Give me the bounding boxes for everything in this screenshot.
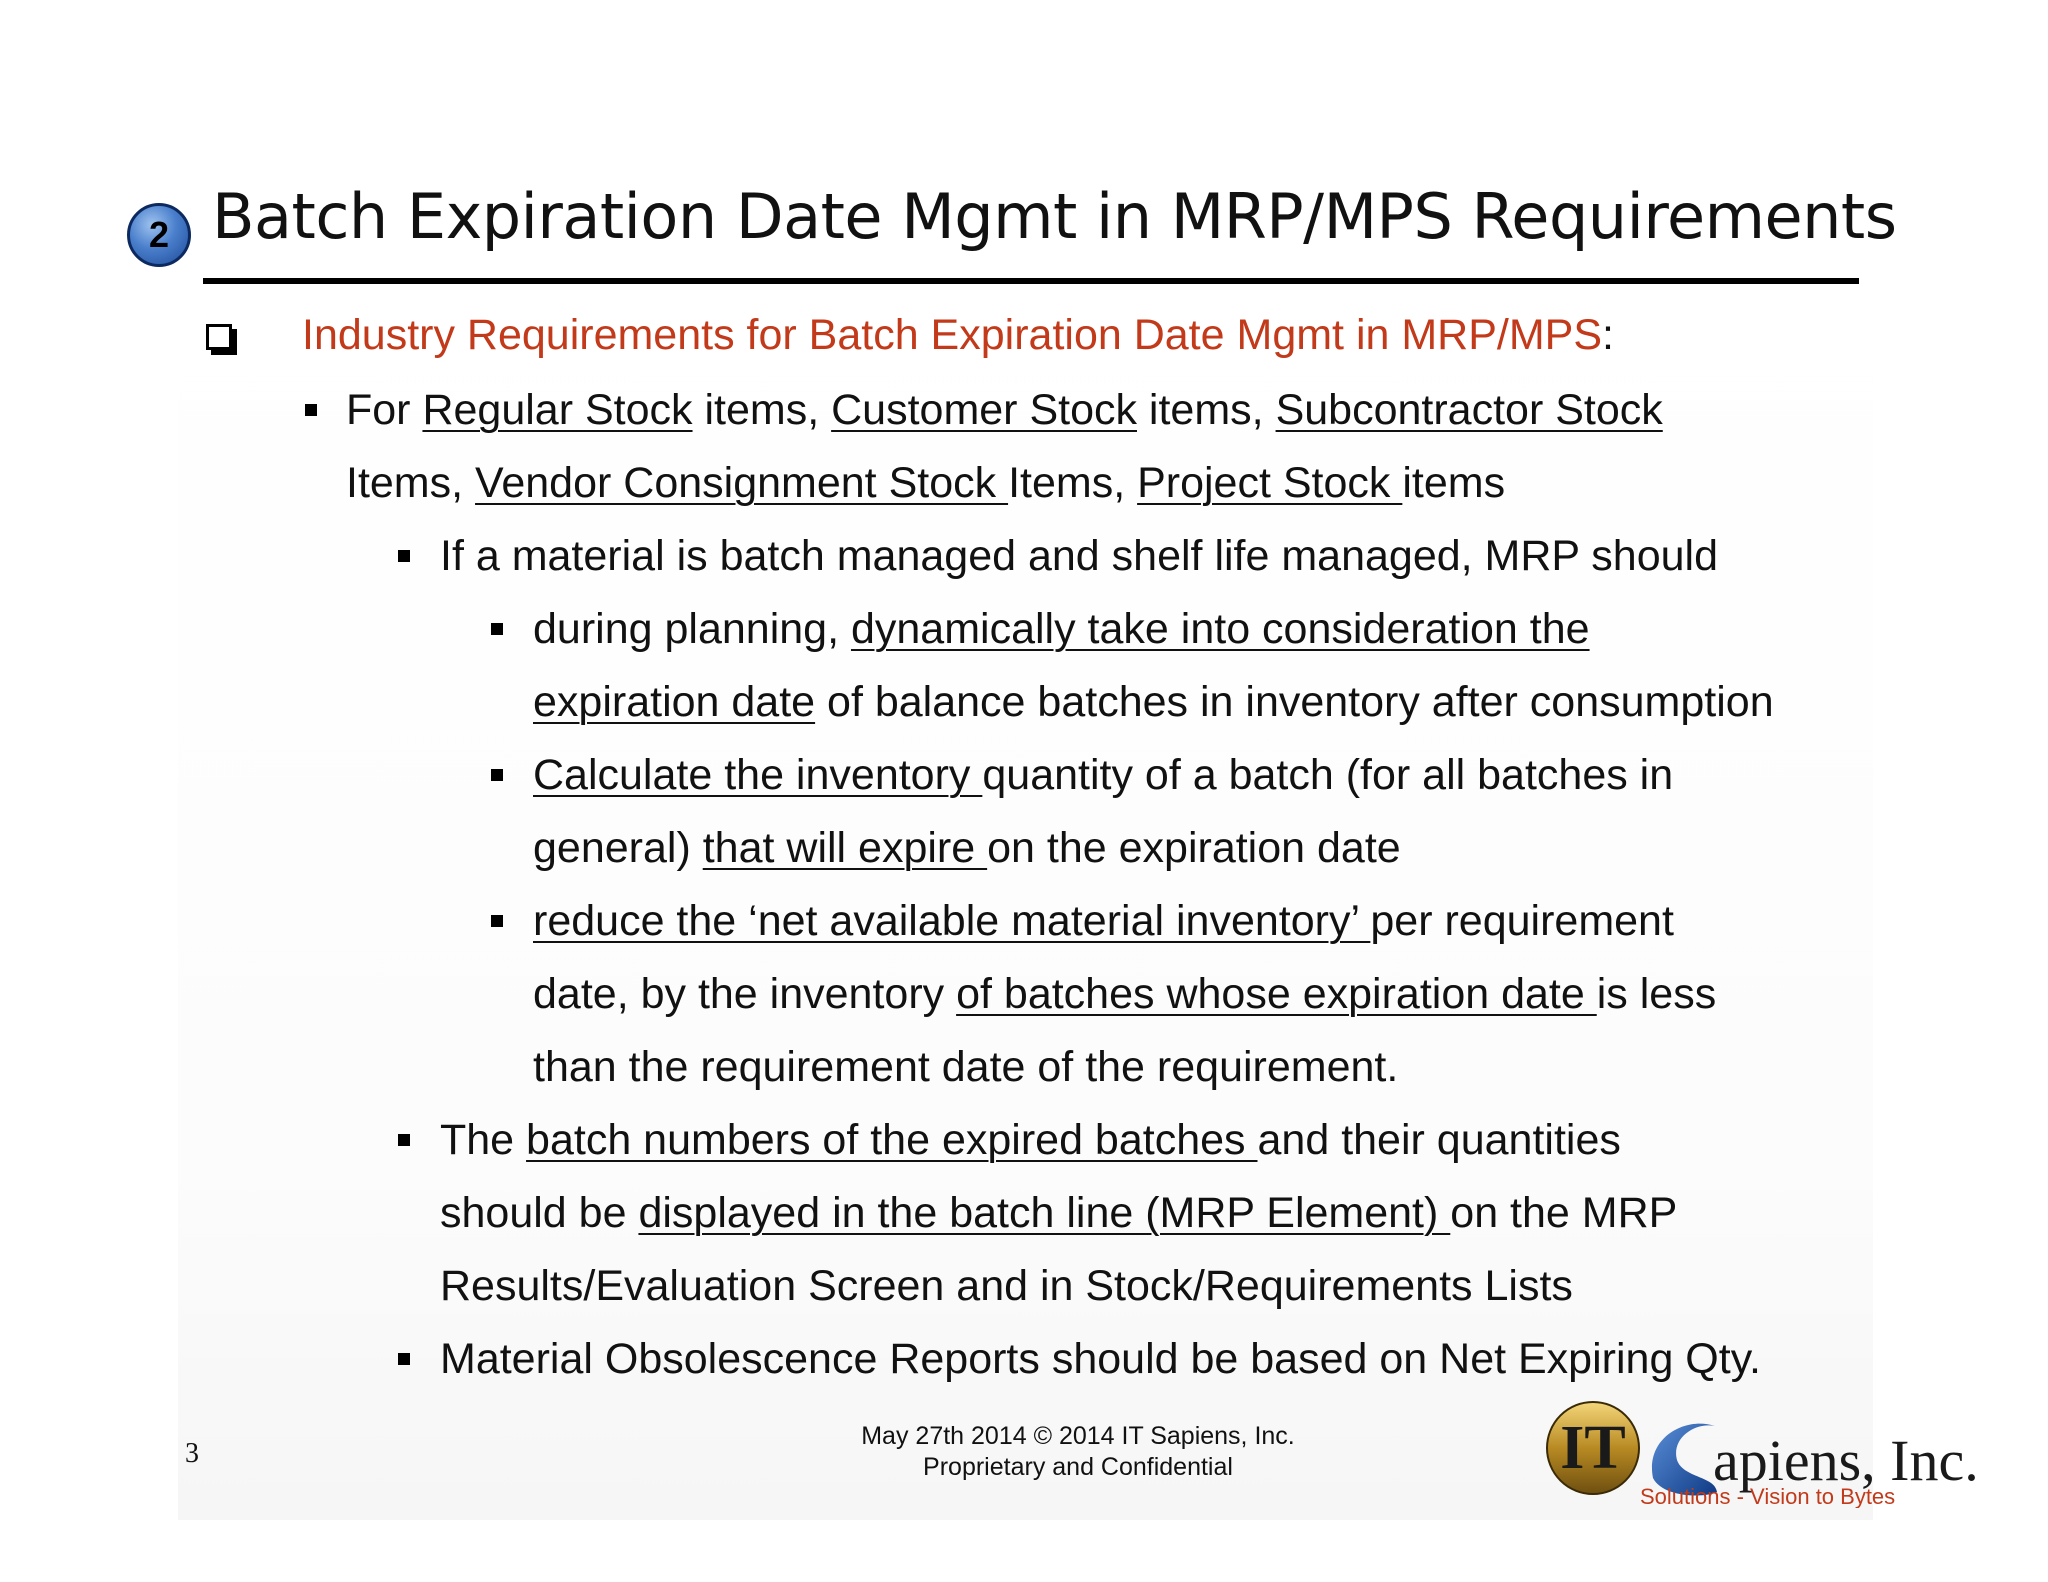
company-logo — [1545, 1398, 1985, 1508]
bullet-line-calculate-inventory-cont: general) that will expire on the expiration date — [533, 824, 1401, 872]
bullet-line-calculate-inventory: Calculate the inventory quantity of a batch (for all batches in — [533, 751, 1674, 799]
bullet-line-during-planning-cont: expiration date of balance batches in inventory after consumption — [533, 678, 1774, 726]
logo-tagline: Solutions - Vision to Bytes — [1640, 1484, 1896, 1508]
link-customer-stock: Customer Stock — [831, 386, 1137, 434]
bullet-line-batch-numbers-cont: should be displayed in the batch line (MRP Element) on the MRP — [440, 1189, 1678, 1237]
section-heading-colon: : — [1602, 310, 1614, 359]
section-heading — [206, 305, 1614, 365]
title-divider — [203, 278, 1859, 284]
square-bullet-icon — [491, 769, 503, 781]
link-vendor-consignment-stock: Vendor Consignment Stock — [475, 459, 1009, 507]
square-bullet-icon — [305, 404, 317, 416]
page-number: 3 — [185, 1438, 199, 1469]
bullet-line-batch-numbers: The batch numbers of the expired batches and their quantities — [440, 1116, 1621, 1164]
square-bullet-icon — [398, 1134, 410, 1146]
logo-mark: IT — [1560, 1414, 1626, 1482]
bullet-line-batch-numbers-cont2: Results/Evaluation Screen and in Stock/Requirements Lists — [440, 1262, 1573, 1310]
bullet-line-during-planning: during planning, dynamically take into consideration the — [533, 605, 1590, 653]
square-bullet-icon — [398, 1353, 410, 1365]
bullet-line-reduce-inventory: reduce the ‘net available material inventory’ per requirement — [533, 897, 1674, 945]
section-number-badge — [127, 203, 191, 267]
square-bullet-icon — [491, 915, 503, 927]
footer-confidential: Proprietary and Confidential — [923, 1453, 1233, 1481]
bullet-line-stock-types: For Regular Stock items, Customer Stock items, Subcontractor Stock — [346, 386, 1663, 434]
link-project-stock: Project Stock — [1137, 459, 1403, 507]
bullet-line-stock-types-cont: Items, Vendor Consignment Stock Items, Project Stock items — [346, 459, 1506, 507]
square-bullet-icon — [398, 550, 410, 562]
logo-name: apiens, Inc. — [1713, 1428, 1979, 1493]
link-regular-stock: Regular Stock — [422, 386, 693, 434]
footer-date-copyright: May 27th 2014 © 2014 IT Sapiens, Inc. — [861, 1422, 1295, 1450]
bullet-line-reduce-inventory-cont: date, by the inventory of batches whose expiration date is less — [533, 970, 1717, 1018]
square-bullet-icon — [491, 623, 503, 635]
section-number: 2 — [148, 214, 170, 255]
bullet-line-obsolescence: Material Obsolescence Reports should be based on Net Expiring Qty. — [440, 1335, 1761, 1383]
link-subcontractor-stock: Subcontractor Stock — [1275, 386, 1663, 434]
bullet-line-reduce-inventory-cont2: than the requirement date of the requirement. — [533, 1043, 1399, 1091]
bullet-line-batch-managed: If a material is batch managed and shelf life managed, MRP should — [440, 532, 1718, 580]
checkbox-bullet-icon — [206, 324, 232, 350]
section-heading-text: Industry Requirements for Batch Expiration Date Mgmt in MRP/MPS — [302, 310, 1603, 359]
slide-title: Batch Expiration Date Mgmt in MRP/MPS Requirements — [212, 180, 1897, 253]
